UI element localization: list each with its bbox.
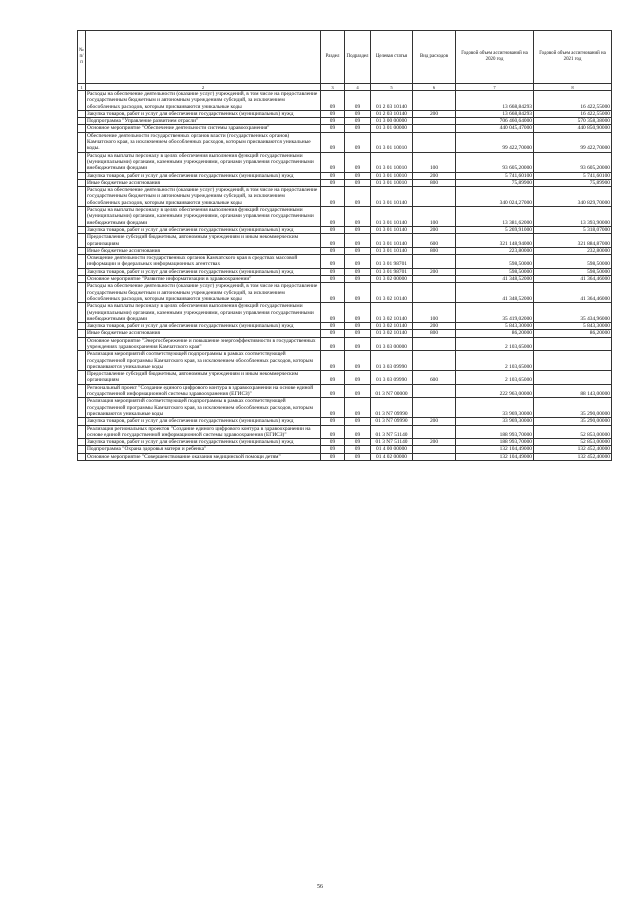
table-row (78, 384, 612, 398)
cell-razdel: 09 (321, 398, 345, 418)
cell-csr: 01 3 03 09990 (371, 351, 413, 371)
cell-csr: 01 3 01 10010 (371, 172, 413, 179)
cell-name: Закупка товаров, работ и услуг для обеспечения государственных (муниципальных) нужд (86, 323, 321, 330)
cell-sum-2020: 188 993,70000 (456, 425, 534, 439)
cell-podrazdel: 09 (345, 398, 371, 418)
cell-num (78, 118, 86, 125)
cell-sum-2021: 16 422,55000 (534, 91, 612, 111)
table-row (78, 371, 612, 385)
cell-num (78, 91, 86, 111)
cell-name: Подпрограмма "Управление развитием отрасли" (86, 118, 321, 125)
cell-sum-2021 (534, 371, 612, 385)
cell-num (78, 330, 86, 337)
cell-name: Расходы на выплаты персоналу в целях обеспечения выполнения функций государственными (муниципальными) органами, казенными учреждениями, органами управления государственными внебюджетными фондами (86, 303, 321, 323)
cell-vr (413, 425, 456, 439)
cell-num (78, 234, 86, 248)
cell-vr: 800 (413, 179, 456, 186)
cell-sum-2020: 41 348,52000 (456, 276, 534, 283)
header-sum-2020: Годовой объем ассигнований на 2020 год (456, 31, 534, 84)
cell-podrazdel: 09 (345, 179, 371, 186)
cell-sum-2020: 340 024,27000 (456, 187, 534, 207)
table-row (78, 110, 612, 117)
cell-sum-2020: 35 419,02000 (456, 303, 534, 323)
cell-sum-2020: 132 104,49000 (456, 453, 534, 460)
cell-podrazdel: 09 (345, 323, 371, 330)
cell-num (78, 132, 86, 152)
cell-name: Предоставление субсидий бюджетным, автономным учреждениям и иным некоммерческим организациям (86, 371, 321, 385)
cell-num (78, 446, 86, 453)
cell-csr: 01 3 03 09990 (371, 371, 413, 385)
cell-razdel: 09 (321, 337, 345, 351)
cell-num (78, 268, 86, 275)
cell-name: Региональный проект "Создание единого цифрового контура в здравоохранении на основе единой государственной информационной системы здравоохранения (ЕГИСЗ)" (86, 384, 321, 398)
cell-vr: 100 (413, 207, 456, 227)
cell-vr (413, 337, 456, 351)
cell-sum-2021: 52 853,00000 (534, 425, 612, 439)
cell-razdel: 09 (321, 418, 345, 425)
cell-vr: 800 (413, 247, 456, 254)
cell-num (78, 125, 86, 132)
cell-name: Закупка товаров, работ и услуг для обеспечения государственных (муниципальных) нужд (86, 268, 321, 275)
table-row (78, 207, 612, 227)
column-number: 7 (456, 84, 534, 91)
cell-sum-2020: 2 103,65000 (456, 371, 534, 385)
cell-vr (413, 398, 456, 418)
cell-csr: 01 3 N7 09990 (371, 418, 413, 425)
cell-vr (413, 125, 456, 132)
cell-sum-2021: 132 452,40000 (534, 446, 612, 453)
budget-table (77, 30, 612, 461)
cell-name: Реализация региональных проектов "Создание единого цифрового контура в здравоохранении на основе единой государственной информационной системы здравоохранения (ЕГИСЗ)" (86, 425, 321, 439)
cell-vr (413, 446, 456, 453)
cell-razdel: 09 (321, 226, 345, 233)
column-number: 6 (413, 84, 456, 91)
cell-csr: 01 3 02 10140 (371, 303, 413, 323)
table-row (78, 91, 612, 111)
cell-sum-2020: 2 103,65000 (456, 337, 534, 351)
cell-razdel: 09 (321, 152, 345, 172)
table-row (78, 255, 612, 269)
cell-num (78, 179, 86, 186)
cell-razdel: 09 (321, 384, 345, 398)
cell-razdel: 09 (321, 446, 345, 453)
cell-csr: 01 4 00 00000 (371, 446, 413, 453)
cell-csr: 01 2 03 10140 (371, 91, 413, 111)
cell-name: Закупка товаров, работ и услуг для обеспечения государственных (муниципальных) нужд (86, 110, 321, 117)
cell-podrazdel: 09 (345, 125, 371, 132)
cell-csr: 01 3 00 00000 (371, 118, 413, 125)
column-number: 5 (371, 84, 413, 91)
cell-sum-2020: 75,89900 (456, 179, 534, 186)
cell-sum-2021: 86,20000 (534, 330, 612, 337)
cell-num (78, 152, 86, 172)
table-row (78, 187, 612, 207)
cell-csr: 01 3 N7 09990 (371, 398, 413, 418)
cell-razdel: 09 (321, 371, 345, 385)
cell-sum-2021: 35 290,00000 (534, 398, 612, 418)
cell-vr: 200 (413, 439, 456, 446)
cell-sum-2021: 598,50000 (534, 255, 612, 269)
cell-sum-2021: 13 393,90000 (534, 207, 612, 227)
cell-name: Расходы на обеспечение деятельности (оказание услуг) учреждений, в том числе на предоставление государственным бюджетным и автономным учреждениям субсидий, за исключением обособленных расходов, которым присваиваются уникальные коды (86, 91, 321, 111)
cell-podrazdel: 09 (345, 91, 371, 111)
cell-razdel: 09 (321, 91, 345, 111)
cell-vr (413, 351, 456, 371)
cell-sum-2021: 41 364,46000 (534, 276, 612, 283)
cell-sum-2020: 706 460,64000 (456, 118, 534, 125)
cell-podrazdel: 09 (345, 446, 371, 453)
cell-sum-2020: 222 963,00000 (456, 384, 534, 398)
table-row (78, 351, 612, 371)
cell-name: Расходы на выплаты персоналу в целях обеспечения выполнения функций государственными (муниципальными) органами, казенными учреждениями, органами управления государственными внебюджетными фондами (86, 152, 321, 172)
cell-sum-2021: 16 422,55000 (534, 110, 612, 117)
cell-csr: 01 3 03 00000 (371, 337, 413, 351)
header-name (86, 31, 321, 84)
cell-vr: 200 (413, 418, 456, 425)
cell-podrazdel: 09 (345, 207, 371, 227)
cell-sum-2021: 35 290,00000 (534, 418, 612, 425)
cell-vr: 200 (413, 268, 456, 275)
table-row (78, 425, 612, 439)
cell-razdel: 09 (321, 179, 345, 186)
cell-vr: 200 (413, 226, 456, 233)
cell-name: Закупка товаров, работ и услуг для обеспечения государственных (муниципальных) нужд (86, 226, 321, 233)
cell-num (78, 453, 86, 460)
table-row (78, 418, 612, 425)
cell-num (78, 439, 86, 446)
cell-csr: 01 3 01 10010 (371, 179, 413, 186)
cell-sum-2021: 41 364,46000 (534, 283, 612, 303)
table-row (78, 398, 612, 418)
cell-sum-2020: 598,50000 (456, 268, 534, 275)
cell-razdel: 09 (321, 125, 345, 132)
cell-sum-2020: 5 269,91000 (456, 226, 534, 233)
table-row (78, 439, 612, 446)
cell-sum-2021 (534, 337, 612, 351)
cell-sum-2021: 232,80000 (534, 247, 612, 254)
table-row (78, 268, 612, 275)
cell-name: Расходы на обеспечение деятельности (оказание услуг) учреждений, в том числе на предоставление государственным бюджетным и автономным учреждениям субсидий, за исключением обособленных расходов, которым присваиваются уникальные коды (86, 283, 321, 303)
cell-csr: 01 3 02 00000 (371, 276, 413, 283)
header-vr: Вид расходов (413, 31, 456, 84)
column-number: 4 (345, 84, 371, 91)
cell-name: Расходы на выплаты персоналу в целях обеспечения выполнения функций государственными (муниципальными) органами, казенными учреждениями, органами управления государственными внебюджетными фондами (86, 207, 321, 227)
cell-sum-2020: 13 668,84293 (456, 91, 534, 111)
cell-name: Основное мероприятие "Энергосбережение и повышение энергоэффективности в государственных учреждениях здравоохранения Камчатского края" (86, 337, 321, 351)
cell-sum-2020: 5 741,60100 (456, 172, 534, 179)
cell-num (78, 303, 86, 323)
cell-razdel: 09 (321, 439, 345, 446)
cell-vr (413, 91, 456, 111)
cell-csr: 01 3 02 10140 (371, 283, 413, 303)
table-row (78, 323, 612, 330)
cell-csr: 01 3 01 98701 (371, 255, 413, 269)
cell-vr (413, 283, 456, 303)
cell-podrazdel: 09 (345, 187, 371, 207)
cell-podrazdel: 09 (345, 425, 371, 439)
cell-sum-2020: 2 103,65000 (456, 351, 534, 371)
table-row (78, 132, 612, 152)
cell-vr: 200 (413, 110, 456, 117)
cell-name: Реализация мероприятий соответствующей подпрограммы в рамках соответствующей государственной программы Камчатского края, за исключением обособленных расходов, которым присваиваются уникальные коды (86, 398, 321, 418)
column-number: 3 (321, 84, 345, 91)
cell-podrazdel: 09 (345, 226, 371, 233)
cell-name: Основное мероприятие "Развитие информатизации в здравоохранении" (86, 276, 321, 283)
cell-num (78, 172, 86, 179)
table-row (78, 226, 612, 233)
cell-vr: 100 (413, 152, 456, 172)
cell-podrazdel: 09 (345, 371, 371, 385)
table-row (78, 247, 612, 254)
cell-sum-2020: 41 348,52000 (456, 283, 534, 303)
cell-csr: 01 3 N7 00000 (371, 384, 413, 398)
cell-csr: 01 3 01 10140 (371, 207, 413, 227)
cell-vr: 200 (413, 172, 456, 179)
cell-sum-2020: 33 969,30000 (456, 418, 534, 425)
table-row (78, 446, 612, 453)
cell-num (78, 283, 86, 303)
cell-razdel: 09 (321, 255, 345, 269)
cell-csr: 01 3 02 10140 (371, 323, 413, 330)
cell-razdel: 09 (321, 276, 345, 283)
cell-podrazdel: 09 (345, 337, 371, 351)
cell-razdel: 09 (321, 303, 345, 323)
cell-podrazdel: 09 (345, 418, 371, 425)
cell-razdel: 09 (321, 187, 345, 207)
header-sum-2021: Годовой объем ассигнований на 2021 год (534, 31, 612, 84)
cell-sum-2020: 33 969,30000 (456, 398, 534, 418)
cell-sum-2020: 86,20000 (456, 330, 534, 337)
cell-sum-2021: 88 143,00000 (534, 384, 612, 398)
cell-podrazdel: 09 (345, 276, 371, 283)
cell-sum-2020: 132 104,49000 (456, 446, 534, 453)
cell-num (78, 398, 86, 418)
cell-num (78, 247, 86, 254)
table-row (78, 283, 612, 303)
table-row (78, 276, 612, 283)
cell-sum-2020: 93 605,20000 (456, 152, 534, 172)
cell-csr: 01 3 01 10140 (371, 187, 413, 207)
cell-sum-2021: 5 318,07000 (534, 226, 612, 233)
cell-num (78, 351, 86, 371)
cell-vr (413, 132, 456, 152)
cell-csr: 01 3 N7 51140 (371, 425, 413, 439)
cell-razdel: 09 (321, 425, 345, 439)
cell-csr: 01 3 01 10010 (371, 152, 413, 172)
cell-sum-2020: 188 993,70000 (456, 439, 534, 446)
cell-razdel: 09 (321, 207, 345, 227)
cell-name: Основное мероприятие "Совершенствование оказания медицинской помощи детям" (86, 453, 321, 460)
header-podrazdel: Подраздел (345, 31, 371, 84)
column-number: 2 (86, 84, 321, 91)
cell-csr: 01 3 01 10010 (371, 132, 413, 152)
cell-razdel: 09 (321, 453, 345, 460)
cell-razdel: 09 (321, 268, 345, 275)
cell-name: Закупка товаров, работ и услуг для обеспечения государственных (муниципальных) нужд (86, 418, 321, 425)
header-num: № п/п (78, 31, 86, 84)
table-row (78, 118, 612, 125)
cell-podrazdel: 09 (345, 247, 371, 254)
cell-razdel: 09 (321, 234, 345, 248)
cell-csr: 01 3 01 98701 (371, 268, 413, 275)
cell-razdel: 09 (321, 118, 345, 125)
header-razdel: Раздел (321, 31, 345, 84)
cell-name: Реализация мероприятий соответствующей подпрограммы в рамках соответствующей государственной программы Камчатского края, за исключением обособленных расходов, которым присваиваются уникальные коды (86, 351, 321, 371)
cell-sum-2020: 99 422,70000 (456, 132, 534, 152)
cell-sum-2021: 5 741,60100 (534, 172, 612, 179)
cell-sum-2021: 93 605,20000 (534, 152, 612, 172)
cell-razdel: 09 (321, 132, 345, 152)
cell-num (78, 384, 86, 398)
cell-num (78, 110, 86, 117)
cell-csr: 01 3 01 10140 (371, 234, 413, 248)
table-row (78, 125, 612, 132)
column-number-row (78, 84, 612, 91)
cell-vr (413, 255, 456, 269)
cell-num (78, 425, 86, 439)
cell-num (78, 337, 86, 351)
cell-razdel: 09 (321, 247, 345, 254)
cell-csr: 01 3 01 00000 (371, 125, 413, 132)
cell-podrazdel: 09 (345, 330, 371, 337)
cell-csr: 01 2 03 10140 (371, 110, 413, 117)
cell-csr: 01 3 01 10140 (371, 247, 413, 254)
table-row (78, 172, 612, 179)
table-header-row (78, 31, 612, 84)
cell-sum-2021: 321 884,87000 (534, 234, 612, 248)
table-row (78, 303, 612, 323)
cell-podrazdel: 09 (345, 453, 371, 460)
cell-sum-2021: 570 358,38000 (534, 118, 612, 125)
cell-vr (413, 187, 456, 207)
cell-vr (413, 276, 456, 283)
cell-sum-2021: 52 853,00000 (534, 439, 612, 446)
page-number: 56 (317, 884, 323, 890)
cell-podrazdel: 09 (345, 234, 371, 248)
cell-name: Иные бюджетные ассигнования (86, 247, 321, 254)
cell-razdel: 09 (321, 110, 345, 117)
cell-num (78, 371, 86, 385)
cell-razdel: 09 (321, 172, 345, 179)
cell-sum-2021: 132 452,40000 (534, 453, 612, 460)
cell-name: Основное мероприятие "Обеспечение деятельности системы здравоохранения" (86, 125, 321, 132)
cell-podrazdel: 09 (345, 384, 371, 398)
cell-razdel: 09 (321, 330, 345, 337)
cell-sum-2021 (534, 351, 612, 371)
cell-num (78, 323, 86, 330)
cell-sum-2021: 440 850,90000 (534, 125, 612, 132)
table-row (78, 179, 612, 186)
table-row (78, 234, 612, 248)
cell-podrazdel: 09 (345, 439, 371, 446)
cell-sum-2020: 440 045,47000 (456, 125, 534, 132)
cell-vr: 800 (413, 330, 456, 337)
cell-razdel: 09 (321, 323, 345, 330)
cell-podrazdel: 09 (345, 268, 371, 275)
cell-podrazdel: 09 (345, 110, 371, 117)
cell-csr: 01 3 01 10140 (371, 226, 413, 233)
cell-podrazdel: 09 (345, 255, 371, 269)
cell-sum-2021: 35 434,96000 (534, 303, 612, 323)
table-body (78, 91, 612, 461)
cell-name: Освещение деятельности государственных органов Камчатского края в средствах массовой информации и федеральных информационных агентствах (86, 255, 321, 269)
cell-vr (413, 118, 456, 125)
table-row (78, 152, 612, 172)
cell-csr: 01 3 02 10140 (371, 330, 413, 337)
cell-num (78, 418, 86, 425)
cell-name: Закупка товаров, работ и услуг для обеспечения государственных (муниципальных) нужд (86, 172, 321, 179)
cell-sum-2020: 321 148,94000 (456, 234, 534, 248)
cell-podrazdel: 09 (345, 351, 371, 371)
cell-num (78, 276, 86, 283)
cell-num (78, 226, 86, 233)
cell-num (78, 187, 86, 207)
cell-vr: 200 (413, 323, 456, 330)
cell-sum-2021: 99 422,70000 (534, 132, 612, 152)
cell-podrazdel: 09 (345, 172, 371, 179)
cell-vr: 600 (413, 234, 456, 248)
cell-podrazdel: 09 (345, 132, 371, 152)
cell-name: Расходы на обеспечение деятельности (оказание услуг) учреждений, в том числе на предоставление государственным бюджетным и автономным учреждениям субсидий, за исключением обособленных расходов, которым присваиваются уникальные коды (86, 187, 321, 207)
cell-sum-2020: 13 668,84293 (456, 110, 534, 117)
cell-name: Иные бюджетные ассигнования (86, 330, 321, 337)
cell-vr (413, 384, 456, 398)
column-number: 8 (534, 84, 612, 91)
cell-podrazdel: 09 (345, 118, 371, 125)
header-csr: Целевая статья (371, 31, 413, 84)
cell-vr (413, 453, 456, 460)
cell-sum-2020: 223,80000 (456, 247, 534, 254)
table-row (78, 330, 612, 337)
cell-num (78, 207, 86, 227)
table-row (78, 337, 612, 351)
cell-sum-2021: 340 829,70000 (534, 187, 612, 207)
cell-razdel: 09 (321, 283, 345, 303)
cell-sum-2020: 598,50000 (456, 255, 534, 269)
cell-name: Иные бюджетные ассигнования (86, 179, 321, 186)
cell-vr: 100 (413, 303, 456, 323)
cell-podrazdel: 09 (345, 303, 371, 323)
cell-name: Обеспечение деятельности государственных органов власти (государственных органов) Камчатского края, за исключением обособленных расходов, которым присваиваются уникальные коды. (86, 132, 321, 152)
cell-name: Предоставление субсидий бюджетным, автономным учреждениям и иным некоммерческим организациям (86, 234, 321, 248)
cell-sum-2021: 5 843,30000 (534, 323, 612, 330)
table-row (78, 453, 612, 460)
cell-sum-2020: 5 843,30000 (456, 323, 534, 330)
cell-num (78, 255, 86, 269)
cell-name: Закупка товаров, работ и услуг для обеспечения государственных (муниципальных) нужд (86, 439, 321, 446)
cell-sum-2020: 13 381,62000 (456, 207, 534, 227)
cell-podrazdel: 09 (345, 152, 371, 172)
cell-csr: 01 4 02 00000 (371, 453, 413, 460)
cell-sum-2021: 75,89900 (534, 179, 612, 186)
cell-razdel: 09 (321, 351, 345, 371)
cell-sum-2021: 598,50000 (534, 268, 612, 275)
cell-vr: 600 (413, 371, 456, 385)
cell-name: Подпрограмма "Охрана здоровья матери и ребенка" (86, 446, 321, 453)
cell-podrazdel: 09 (345, 283, 371, 303)
cell-csr: 01 3 N7 51140 (371, 439, 413, 446)
column-number: 1 (78, 84, 86, 91)
